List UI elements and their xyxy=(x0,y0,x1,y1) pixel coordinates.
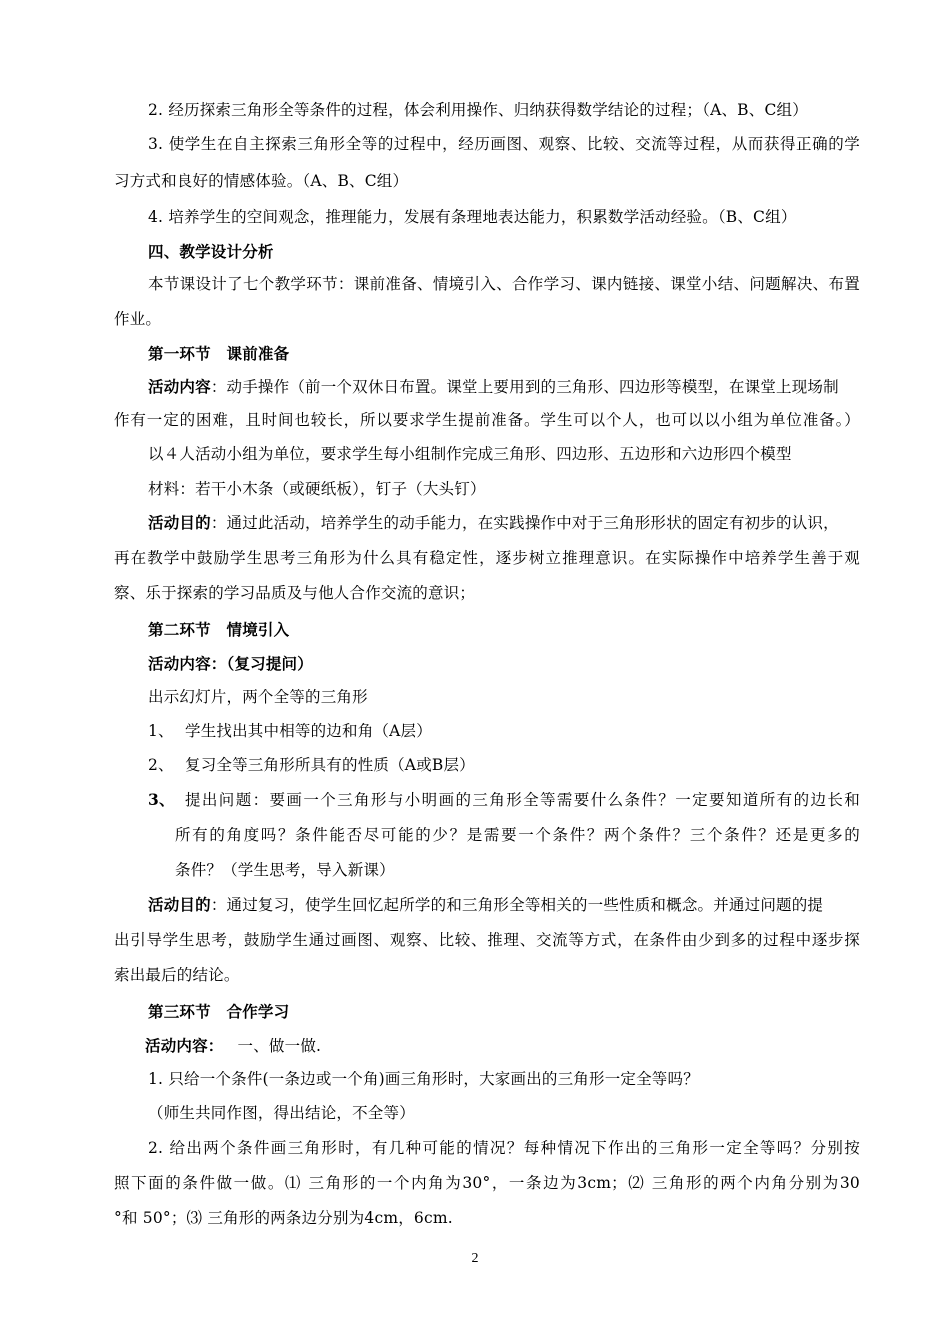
stage2-question-1: 学生找出其中相等的边和角（A层） xyxy=(185,722,432,740)
stage2-goal-text: ：通过复习，使学生回忆起所学的和三角形全等相关的一些性质和概念。并通过问题的提 xyxy=(210,896,824,914)
objective-2: 2. 经历探索三角形全等条件的过程，体会利用操作、归纳获得数学结论的过程；（A、B、C组） xyxy=(148,101,808,119)
objective-3-line1: 3. 使学生在自主探索三角形全等的过程中，经历画图、观察、比较、交流等过程，从而获得正确的学 xyxy=(148,135,860,153)
stage2-goal-line3: 索出最后的结论。 xyxy=(114,966,240,984)
stage1-goal-label: 活动目的 xyxy=(148,513,211,532)
stage1-goal-line1 xyxy=(148,513,860,533)
stage3-item-1: 1. 只给一个条件(一条边或一个角)画三角形时，大家画出的三角形一定全等吗？ xyxy=(148,1070,699,1088)
stage2-question-3-line1: 提出问题：要画一个三角形与小明画的三角形全等需要什么条件？一定要知道所有的边长和 xyxy=(185,791,860,809)
stage2-content-label: 活动内容：（复习提问） xyxy=(148,654,313,673)
stage2-goal-line2: 出引导学生思考，鼓励学生通过画图、观察、比较、推理、交流等方式，在条件由少到多的过程中逐步探 xyxy=(114,931,860,949)
section-intro-line1: 本节课设计了七个教学环节：课前准备、情境引入、合作学习、课内链接、课堂小结、问题解决、布置 xyxy=(148,275,860,293)
stage2-goal-line1 xyxy=(148,895,860,915)
section-intro-line2: 作业。 xyxy=(114,310,162,328)
stage3-heading: 第三环节 合作学习 xyxy=(148,1002,290,1021)
stage1-goal-line3: 察、乐于探索的学习品质及与他人合作交流的意识； xyxy=(114,584,476,602)
stage2-question-1-number: 1、 xyxy=(148,722,174,740)
stage2-question-3-number: 3、 xyxy=(148,790,175,809)
stage1-groups: 以４人活动小组为单位，要求学生每小组制作完成三角形、四边形、五边形和六边形四个模型 xyxy=(148,445,792,463)
section-heading: 四、教学设计分析 xyxy=(148,242,274,261)
stage3-content-text: 一、做一做. xyxy=(237,1037,322,1055)
stage1-content-line2: 作有一定的困难，且时间也较长，所以要求学生提前准备。学生可以个人，也可以以小组为单位准备。） xyxy=(114,411,860,429)
stage1-goal-text: ：通过此活动，培养学生的动手能力，在实践操作中对于三角形形状的固定有初步的认识， xyxy=(210,514,839,532)
stage2-question-2: 复习全等三角形所具有的性质（A或B层） xyxy=(185,756,475,774)
stage2-question-3-line2: 所有的角度吗？条件能否尽可能的少？是需要一个条件？两个条件？三个条件？还是更多的 xyxy=(175,826,860,844)
stage2-slide: 出示幻灯片，两个全等的三角形 xyxy=(148,688,368,706)
stage2-heading: 第二环节 情境引入 xyxy=(148,620,290,639)
stage2-goal-label: 活动目的 xyxy=(148,895,211,914)
stage2-question-2-number: 2、 xyxy=(148,756,174,774)
stage3-item-1-note: （师生共同作图，得出结论，不全等） xyxy=(148,1104,415,1122)
stage1-content-line1 xyxy=(148,377,860,397)
stage3-item-2-line2: 照下面的条件做一做。⑴ 三角形的一个内角为30°，一条边为3cm；⑵ 三角形的两个内角分别为30 xyxy=(114,1174,860,1192)
objective-3-line2: 习方式和良好的情感体验。（A、B、C组） xyxy=(114,172,409,190)
stage1-heading: 第一环节 课前准备 xyxy=(148,344,290,363)
objective-4: 4. 培养学生的空间观念，推理能力，发展有条理地表达能力，积累数学活动经验。（B、C组） xyxy=(148,208,797,226)
stage3-item-2-line3: °和 50°；⑶ 三角形的两条边分别为4cm，6cm. xyxy=(114,1209,453,1227)
stage1-goal-line2: 再在教学中鼓励学生思考三角形为什么具有稳定性，逐步树立推理意识。在实际操作中培养学生善于观 xyxy=(114,549,860,567)
stage3-content-label: 活动内容： xyxy=(145,1036,224,1055)
stage1-content-text: ：动手操作（前一个双休日布置。课堂上要用到的三角形、四边形等模型，在课堂上现场制 xyxy=(210,378,839,396)
stage3-content-line xyxy=(145,1036,321,1056)
stage1-materials: 材料：若干小木条（或硬纸板），钉子（大头钉） xyxy=(148,480,486,498)
stage3-item-2-line1: 2. 给出两个条件画三角形时，有几种可能的情况？每种情况下作出的三角形一定全等吗？分别按 xyxy=(148,1139,860,1157)
stage1-content-label: 活动内容 xyxy=(148,377,211,396)
page-number: 2 xyxy=(471,1251,479,1266)
stage2-question-3-line3: 条件？（学生思考，导入新课） xyxy=(175,861,395,879)
